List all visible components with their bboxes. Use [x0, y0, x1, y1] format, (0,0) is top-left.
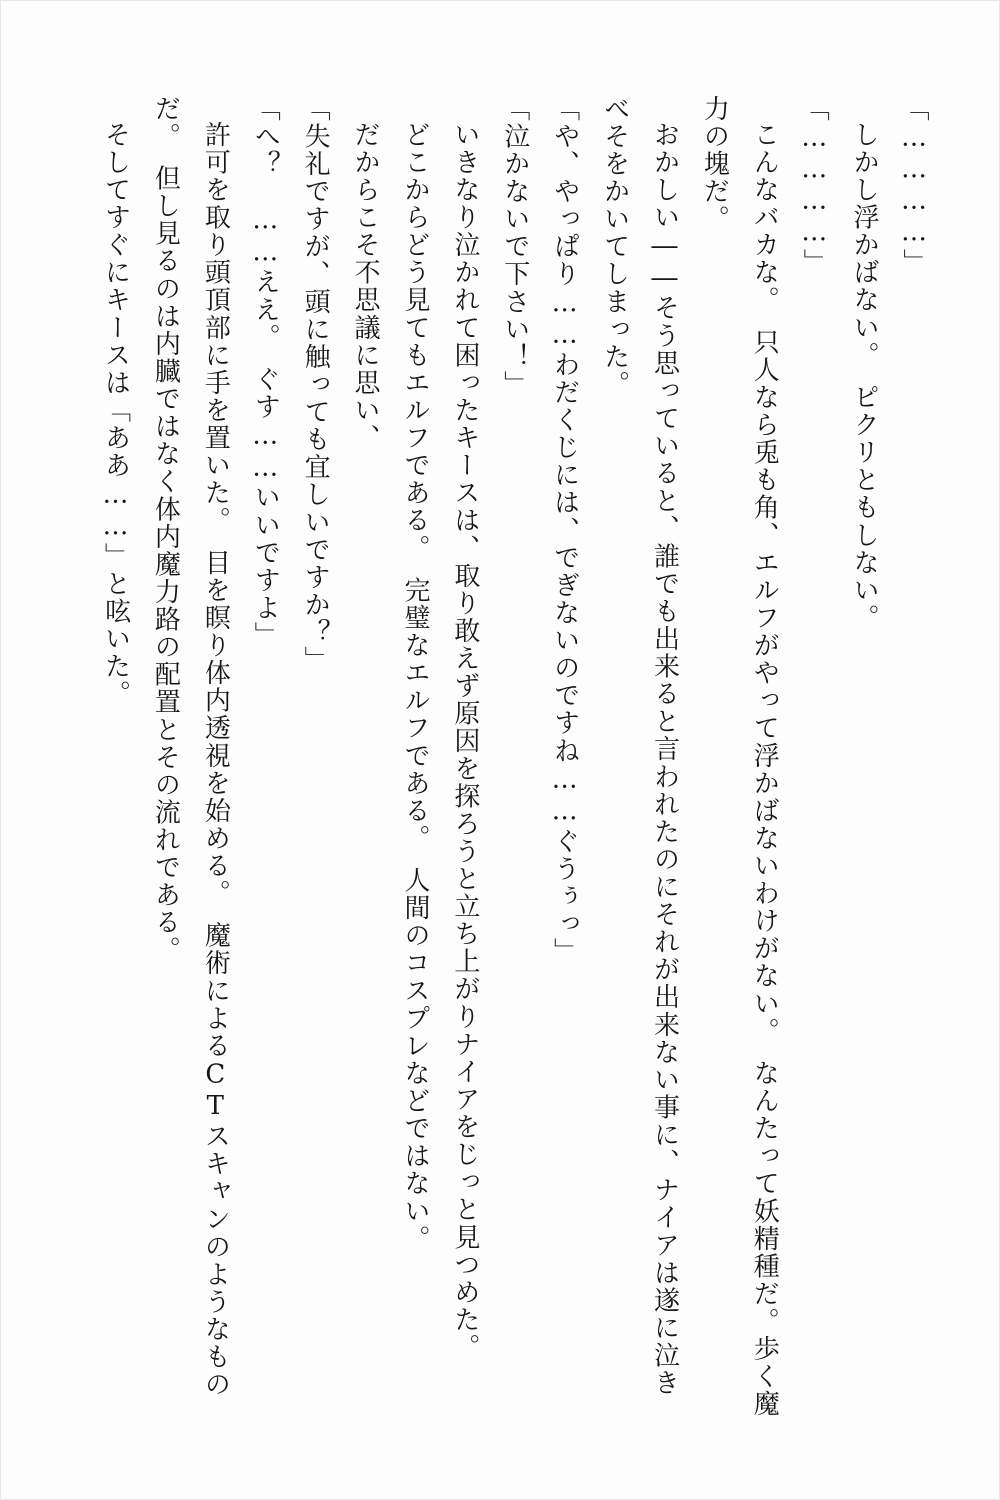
paragraph: 「…………」 — [899, 95, 929, 277]
vertical-text-body — [100, 95, 938, 1420]
paragraph: こんなバカな。 只人なら兎も角、エルフがやって浮かばないわけがない。 なんたって妖精種だ。歩く魔力の塊だ。 — [699, 95, 780, 1418]
paragraph: 「や、やっぱり……わだくじには、でぎないのですね……ぐうぅっ」 — [549, 95, 580, 966]
paragraph: そしてすぐにキースは「ああ……」と呟いた。 — [100, 121, 131, 708]
paragraph: 許可を取り頭頂部に手を置いた。 目を瞑り体内透視を始める。 魔術によるCTスキャンのようなものだ。 但し見るのは内臓ではなく体内魔力路の配置とその流れである。 — [150, 95, 231, 1399]
paragraph: 「…………」 — [799, 95, 830, 277]
paragraph: 「泣かないで下さい！」 — [499, 95, 530, 399]
paragraph: おかしい――そう思っていると、誰でも出来ると言われたのにそれが出来ない事に、ナイアは遂に泣きべそをかいてしまった。 — [599, 95, 680, 1397]
paragraph: だからこそ不思議に思い、 — [350, 121, 381, 452]
paragraph: どこからどう見てもエルフである。 完璧なエルフである。 人間のコスプレなどではない。 — [399, 121, 430, 1253]
paragraph: 「失礼ですが、頭に触っても宜しいですか？」 — [300, 95, 331, 674]
paragraph: いきなり泣かれて困ったキースは、取り敢えず原因を探ろうと立ち上がりナイアをじっと見つめた。 — [449, 121, 480, 1362]
paragraph: 「へ？ ……ええ。 ぐす……いいですよ」 — [250, 95, 281, 650]
paragraph: しかし浮かばない。 ピクリともしない。 — [849, 121, 880, 632]
